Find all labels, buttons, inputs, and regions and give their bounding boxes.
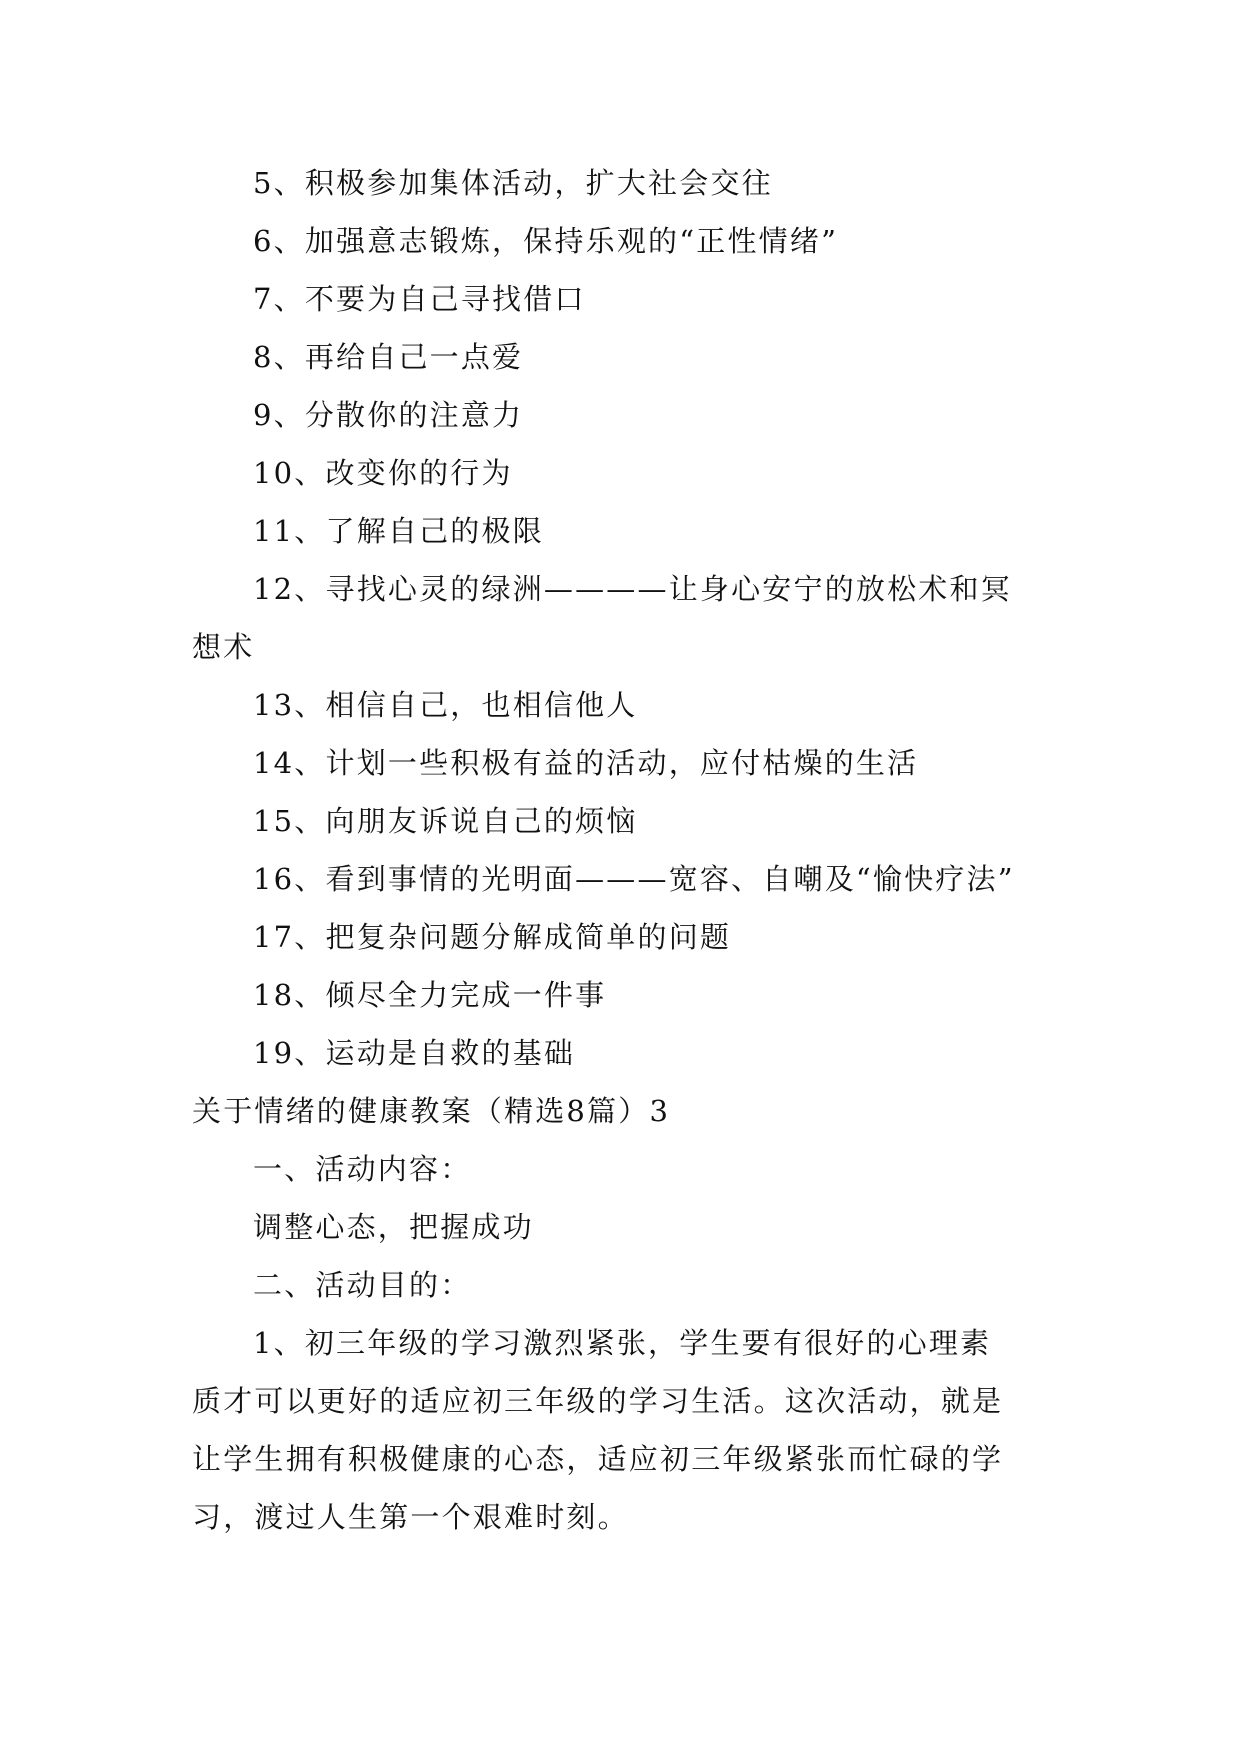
list-item-7: 7、不要为自己寻找借口 — [253, 282, 586, 316]
list-item-14: 14、计划一些积极有益的活动，应付枯燥的生活 — [253, 746, 919, 780]
activity-content-heading: 一、活动内容： — [253, 1152, 472, 1186]
activity-content-text: 调整心态，把握成功 — [253, 1210, 534, 1244]
activity-goal-heading: 二、活动目的： — [253, 1268, 472, 1302]
list-item-18: 18、倾尽全力完成一件事 — [253, 978, 607, 1012]
list-item-19: 19、运动是自救的基础 — [253, 1036, 576, 1070]
list-item-8: 8、再给自己一点爱 — [253, 340, 524, 374]
list-item-10: 10、改变你的行为 — [253, 456, 513, 490]
list-item-12: 12、寻找心灵的绿洲————让身心安宁的放松术和冥 — [253, 572, 1012, 606]
paragraph-line: 质才可以更好的适应初三年级的学习生活。这次活动，就是 — [192, 1384, 1004, 1418]
list-item-6: 6、加强意志锻炼，保持乐观的“正性情绪” — [253, 224, 839, 258]
list-item-5: 5、积极参加集体活动，扩大社会交往 — [253, 166, 773, 200]
list-item-12-continuation: 想术 — [192, 630, 255, 664]
list-item-15: 15、向朋友诉说自己的烦恼 — [253, 804, 638, 838]
section-title: 关于情绪的健康教案（精选8篇）3 — [192, 1094, 671, 1128]
paragraph-line: 习，渡过人生第一个艰难时刻。 — [192, 1500, 629, 1534]
list-item-13: 13、相信自己，也相信他人 — [253, 688, 638, 722]
paragraph-line: 1、初三年级的学习激烈紧张，学生要有很好的心理素 — [253, 1326, 992, 1360]
list-item-9: 9、分散你的注意力 — [253, 398, 524, 432]
list-item-17: 17、把复杂问题分解成简单的问题 — [253, 920, 732, 954]
list-item-16: 16、看到事情的光明面———宽容、自嘲及“愉快疗法” — [253, 862, 1015, 896]
list-item-11: 11、了解自己的极限 — [253, 514, 544, 548]
paragraph-line: 让学生拥有积极健康的心态，适应初三年级紧张而忙碌的学 — [192, 1442, 1004, 1476]
